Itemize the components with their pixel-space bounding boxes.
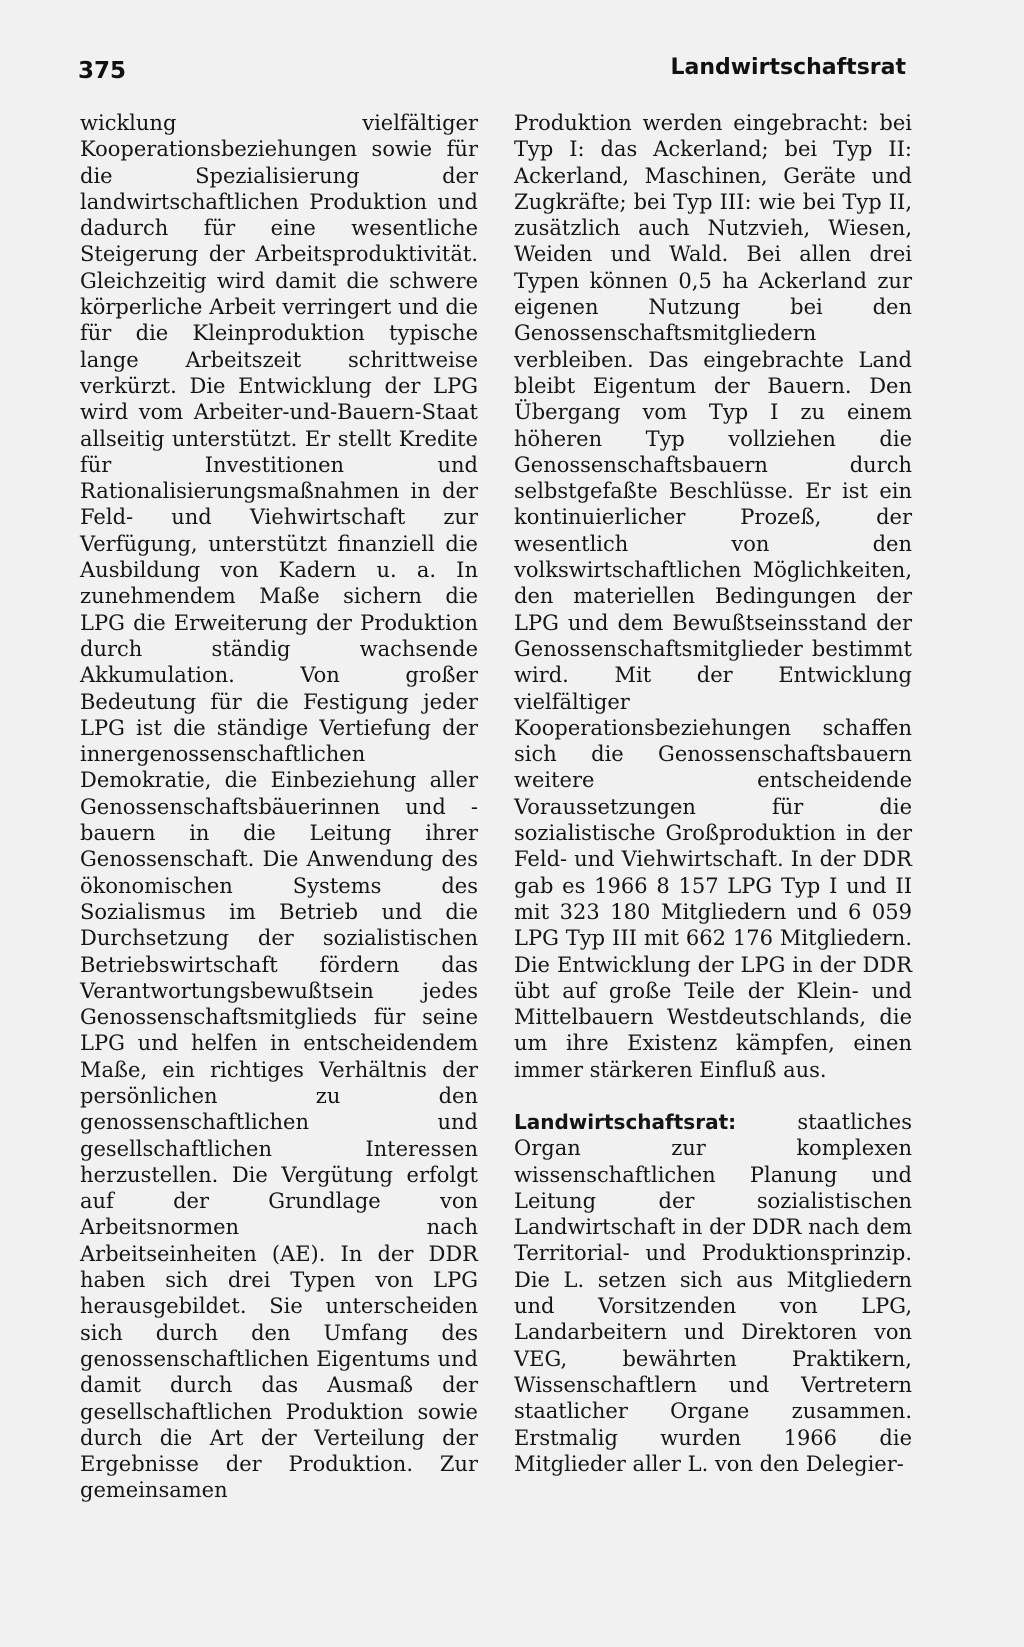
page-header (78, 50, 906, 90)
running-head: Landwirtschaftsrat (670, 55, 906, 80)
page-number: 375 (78, 58, 127, 84)
entry-definition: staatliches Organ zur komplexen wissenschaftlichen Planung und Leitung der sozialistischen Landwirtschaft in der DDR nach dem Territorial- und Produktionsprinzip. Die L. setzen sich aus Mitgliedern und Vorsitzenden von LPG, Landarbeitern und Direktoren von VEG, bewährten Praktikern, Wissenschaftlern und Vertretern staatlicher Organe zusammen. Erstmalig wurden 1966 die Mitglieder aller L. von den Delegier- (514, 1109, 912, 1476)
left-column-text: wicklung vielfältiger Kooperationsbeziehungen sowie für die Spezialisierung der landwirtschaftlichen Produktion und dadurch für eine wesentliche Steigerung der Arbeitsproduktivität. Gleichzeitig wird damit die schwere körperliche Arbeit verringert und die für die Kleinproduktion typische lange Arbeitszeit schrittweise verkürzt. Die Entwicklung der LPG wird vom Arbeiter-und-Bauern-Staat allseitig unterstützt. Er stellt Kredite für Investitionen und Rationalisierungsmaßnahmen in der Feld- und Viehwirtschaft zur Verfügung, unterstützt finanziell die Ausbildung von Kadern u. a. In zunehmendem Maße sichern die LPG die Erweiterung der Produktion durch ständig wachsende Akkumulation. Von großer Bedeutung für die Festigung jeder LPG ist die ständige Vertiefung der innergenossenschaftlichen Demokratie, die Einbeziehung aller Genossenschaftsbäuerinnen und -bauern in die Leitung ihrer Genossenschaft. Die Anwendung des ökonomischen Systems des Sozialismus im Betrieb und die Durchsetzung der sozialistischen Betriebswirtschaft fördern das Verantwortungsbewußtsein jedes Genossenschaftsmitglieds für seine LPG und helfen in entscheidendem Maße, ein richtiges Verhältnis der persönlichen zu den genossenschaftlichen und gesellschaftlichen Interessen herzustellen. Die Vergütung erfolgt auf der Grundlage von Arbeitsnormen nach Arbeitseinheiten (AE). In der DDR haben sich drei Typen von LPG herausgebildet. Sie unterscheiden sich durch den Umfang des genossenschaftlichen Eigentums und damit durch das Ausmaß der gesellschaftlichen Produktion sowie durch die Art der Verteilung der Ergebnisse der Produktion. Zur gemeinsamen (80, 111, 478, 1503)
dictionary-entry (514, 1109, 912, 1477)
right-column (514, 110, 912, 1477)
right-column-continuation: Produktion werden eingebracht: bei Typ I: das Ackerland; bei Typ II: Ackerland, Maschinen, Geräte und Zugkräfte; bei Typ III: wie bei Typ II, zusätzlich auch Nutzvieh, Wiesen, Weiden und Wald. Bei allen drei Typen können 0,5 ha Ackerland zur eigenen Nutzung bei den Genossenschaftsmitgliedern verbleiben. Das eingebrachte Land bleibt Eigentum der Bauern. Den Übergang vom Typ I zu einem höheren Typ vollziehen die Genossenschaftsbauern durch selbstgefaßte Beschlüsse. Er ist ein kontinuierlicher Prozeß, der wesentlich von den volkswirtschaftlichen Möglichkeiten, den materiellen Bedingungen der LPG und dem Bewußtseinsstand der Genossenschaftsmitglieder bestimmt wird. Mit der Entwicklung vielfältiger Kooperationsbeziehungen schaffen sich die Genossenschaftsbauern weitere entscheidende Voraussetzungen für die sozialistische Großproduktion in der Feld- und Viehwirtschaft. In der DDR gab es 1966 8 157 LPG Typ I und II mit 323 180 Mitgliedern und 6 059 LPG Typ III mit 662 176 Mitgliedern. Die Entwicklung der LPG in der DDR übt auf große Teile der Klein- und Mittelbauern Westdeutschlands, die um ihre Existenz kämpfen, einen immer stärkeren Einfluß aus. (514, 111, 912, 1082)
entry-term: Landwirtschaftsrat: (514, 1109, 737, 1134)
left-column (80, 110, 478, 1504)
